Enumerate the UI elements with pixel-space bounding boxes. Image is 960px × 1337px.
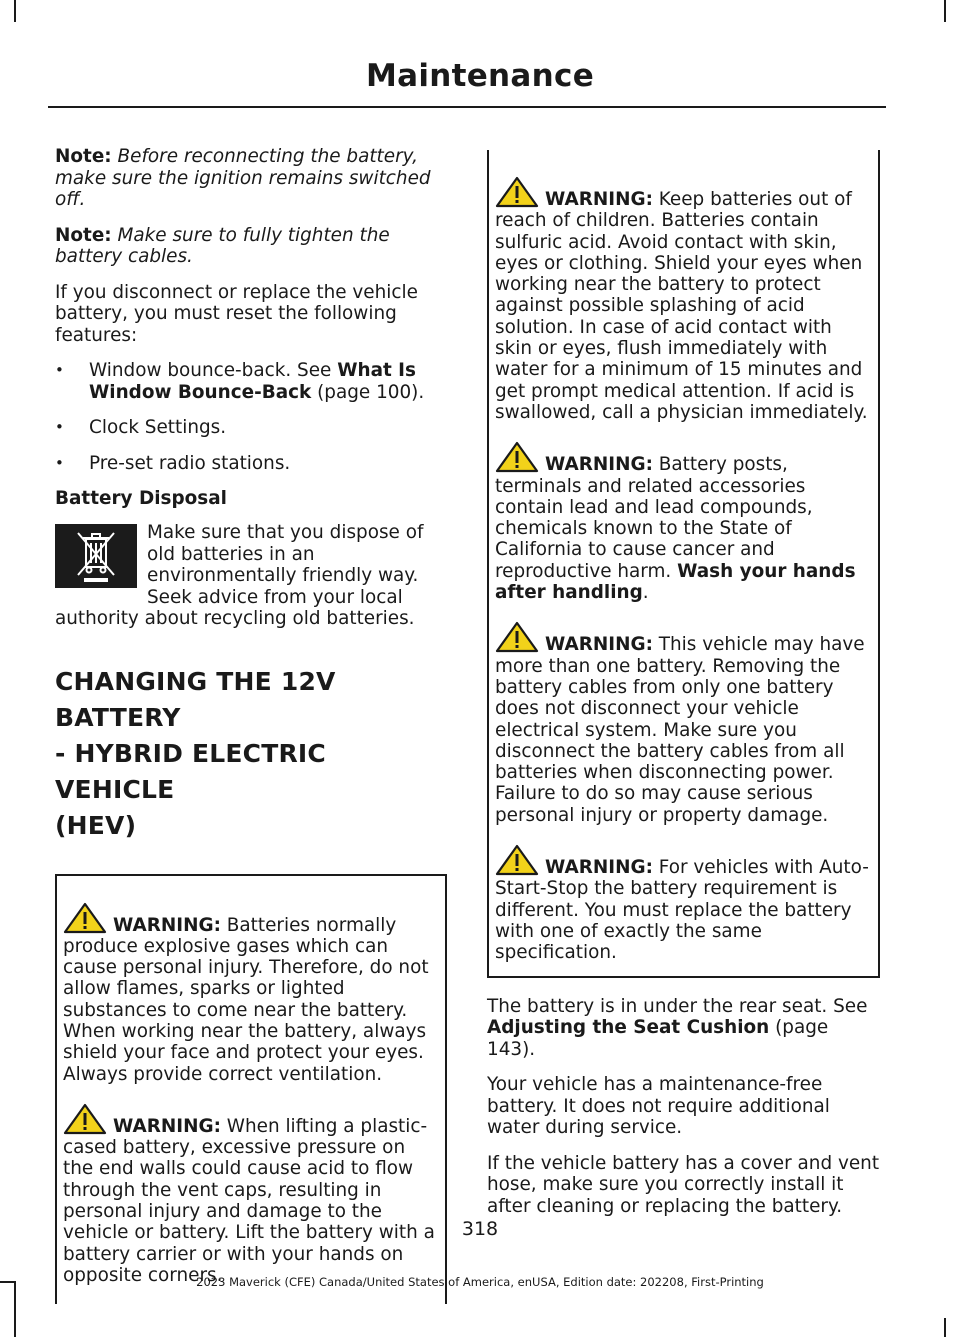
warning-lead bbox=[489, 441, 878, 603]
list-item bbox=[55, 360, 447, 403]
header-rule bbox=[48, 106, 886, 108]
warning-label: WARNING: bbox=[545, 454, 653, 476]
crop-mark-bottom-right bbox=[944, 1318, 946, 1337]
section-title-line: CHANGING THE 12V BATTERY bbox=[55, 666, 336, 732]
warning-label: WARNING: bbox=[545, 857, 653, 879]
warning-label: WARNING: bbox=[545, 189, 653, 210]
list-item-text: Pre-set radio stations. bbox=[89, 452, 291, 474]
cover-vent-hose-text: If the vehicle battery has a cover and vent hose, make sure you correctly install it after cleaning or replacing the battery. bbox=[487, 1152, 880, 1217]
section-title bbox=[55, 664, 447, 844]
reset-features-intro: If you disconnect or replace the vehicle battery, you must reset the following features: bbox=[55, 281, 418, 346]
note-tighten-cables bbox=[55, 225, 447, 268]
warning-text: When lifting a plastic-cased battery, excessive pressure on the end walls could cause acid to flow through the vent caps, resulting in personal injury and damage to the vehicle or battery. Lift the battery with a battery carrier or with your hands on opposite corners. bbox=[63, 1115, 435, 1286]
reset-features-list bbox=[55, 360, 447, 474]
maintenance-free-text: Your vehicle has a maintenance-free battery. It does not require additional water during service. bbox=[487, 1074, 830, 1138]
battery-location-text bbox=[487, 996, 880, 1061]
battery-disposal-heading: Battery Disposal bbox=[55, 488, 227, 509]
battery-disposal-text: Make sure that you dispose of old batteries in an environmentally friendly way. Seek advice from your local authority about recycling old batteries. bbox=[55, 522, 424, 629]
edition-footer: 2023 Maverick (CFE) Canada/United States of America, enUSA, Edition date: 202208, First-Printing bbox=[196, 1275, 764, 1289]
warning-label: WARNING: bbox=[113, 1115, 221, 1137]
warning-auto-start-stop bbox=[489, 844, 878, 963]
warning-triangle-icon bbox=[495, 441, 539, 473]
cross-reference-link[interactable]: What Is Window Bounce-Back bbox=[89, 360, 416, 403]
list-item bbox=[55, 417, 447, 439]
warning-children bbox=[489, 176, 878, 423]
warning-text: Batteries normally produce explosive gases which can cause personal injury. Therefore, do not allow flames, sparks or lighted substances to come near the battery. When working near the battery, always shield your face and protect your eyes. Always provide correct ventilation. bbox=[63, 914, 429, 1085]
warning-text: For vehicles with Auto-Start-Stop the battery requirement is different. You must replace the battery with one of exactly the same specification. bbox=[495, 857, 869, 964]
list-item bbox=[55, 453, 447, 475]
warning-multiple-batteries bbox=[489, 621, 878, 826]
warning-explosive-gases bbox=[57, 902, 445, 1085]
note-text: Make sure to fully tighten the battery cables. bbox=[55, 224, 390, 267]
paragraph-text: The battery is in under the rear seat. See bbox=[487, 995, 868, 1017]
crop-mark-top-left bbox=[14, 0, 16, 22]
warning-text: Keep batteries out of reach of children. Batteries contain sulfuric acid. Avoid contact with skin, eyes or clothing. Shield your eyes when working near the battery to protect against possible splashing of acid solution. In case of acid contact with skin or eyes, flush immediately with water for a minimum of 15 minutes and get prompt medical attention. If acid is swallowed, call a physician immediately. bbox=[495, 189, 868, 423]
crop-mark-top-right bbox=[944, 0, 946, 22]
warning-triangle-icon bbox=[495, 621, 539, 653]
note-label: Note: bbox=[55, 224, 112, 246]
warning-text-end: . bbox=[642, 582, 649, 604]
crop-mark-bottom-left bbox=[14, 1281, 16, 1337]
wash-hands-emphasis: Wash your hands after handling bbox=[495, 560, 856, 604]
page-number: 318 bbox=[461, 1218, 499, 1240]
section-title-line: - HYBRID ELECTRIC VEHICLE bbox=[55, 738, 326, 804]
page-header-title: Maintenance bbox=[365, 58, 595, 94]
warning-label: WARNING: bbox=[545, 634, 653, 656]
list-item-text: Clock Settings. bbox=[89, 417, 227, 438]
warning-label: WARNING: bbox=[113, 914, 221, 936]
right-column bbox=[487, 150, 880, 1231]
note-label: Note: bbox=[55, 146, 112, 167]
battery-disposal-block bbox=[55, 522, 447, 630]
warning-text: This vehicle may have more than one battery. Removing the battery cables from only one battery does not disconnect your vehicle electrical system. Make sure you disconnect the battery cables from all batteries when disconnecting power. Failure to do so may cause serious personal injury or property damage. bbox=[495, 634, 865, 826]
section-title-line: (HEV) bbox=[55, 810, 137, 840]
left-column bbox=[55, 146, 447, 1304]
note-text: Before reconnecting the battery, make sure the ignition remains switched off. bbox=[55, 146, 431, 210]
crossed-out-bin-icon bbox=[55, 524, 137, 588]
warning-triangle-icon bbox=[63, 1103, 107, 1135]
warning-lifting-battery bbox=[57, 1103, 445, 1286]
warning-triangle-icon bbox=[495, 176, 539, 208]
page-reference: (page 143). bbox=[487, 1017, 829, 1060]
page-reference: (page 100). bbox=[311, 381, 425, 403]
warning-triangle-icon bbox=[495, 844, 539, 876]
warning-box bbox=[487, 150, 880, 978]
warning-text: Battery posts, terminals and related accessories contain lead and lead compounds, chemicals known to the State of California to cause cancer and reproductive harm. bbox=[495, 454, 813, 582]
list-item-text: Window bounce-back. See bbox=[89, 360, 338, 381]
warning-triangle-icon bbox=[63, 902, 107, 934]
note-before-reconnecting bbox=[55, 146, 447, 211]
cross-reference-link[interactable]: Adjusting the Seat Cushion bbox=[487, 1017, 770, 1038]
